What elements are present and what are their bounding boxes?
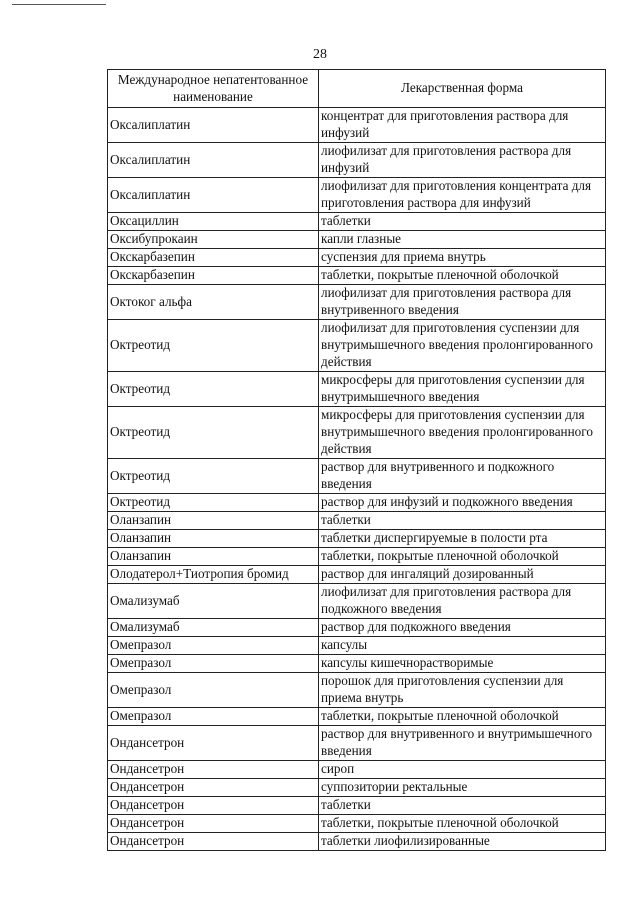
header-inn-name: Международное непатентованное наименование [108,70,319,108]
dosage-form-cell: раствор для внутривенного и подкожного введения [319,459,606,494]
table-row [108,459,606,494]
drug-name-cell: Окскарбазепин [108,267,319,285]
table-row [108,708,606,726]
dosage-form-cell: раствор для внутривенного и внутримышечного введения [319,726,606,761]
dosage-form-cell: таблетки, покрытые пленочной оболочкой [319,815,606,833]
dosage-form-cell: таблетки лиофилизированные [319,833,606,851]
drug-name-cell: Октреотид [108,372,319,407]
top-rule [12,4,106,5]
table-row [108,320,606,372]
table-row [108,726,606,761]
table-row [108,655,606,673]
dosage-form-cell: лиофилизат для приготовления суспензии для внутримышечного введения пролонгированного действия [319,320,606,372]
drug-name-cell: Омализумаб [108,584,319,619]
table-row [108,178,606,213]
table-row [108,833,606,851]
table-row [108,143,606,178]
drug-name-cell: Оланзапин [108,512,319,530]
dosage-form-cell: таблетки [319,213,606,231]
drug-name-cell: Октреотид [108,459,319,494]
drug-name-cell: Оксалиплатин [108,108,319,143]
table-row [108,285,606,320]
dosage-form-cell: капсулы [319,637,606,655]
dosage-form-cell: сироп [319,761,606,779]
drug-name-cell: Окскарбазепин [108,249,319,267]
table-row [108,213,606,231]
drug-name-cell: Октреотид [108,320,319,372]
drug-name-cell: Олодатерол+Тиотропия бромид [108,566,319,584]
table-row [108,231,606,249]
dosage-form-cell: лиофилизат для приготовления раствора для внутривенного введения [319,285,606,320]
drug-name-cell: Оланзапин [108,548,319,566]
drug-name-cell: Омепразол [108,655,319,673]
table-row [108,372,606,407]
table-row [108,761,606,779]
dosage-form-cell: таблетки, покрытые пленочной оболочкой [319,708,606,726]
drug-name-cell: Ондансетрон [108,779,319,797]
dosage-form-cell: микросферы для приготовления суспензии для внутримышечного введения [319,372,606,407]
table-header-row [108,70,606,108]
table-row [108,530,606,548]
page-number: 28 [313,47,327,62]
dosage-form-cell: суппозитории ректальные [319,779,606,797]
drug-forms-table [107,69,606,851]
dosage-form-cell: капсулы кишечнорастворимые [319,655,606,673]
table-row [108,779,606,797]
dosage-form-cell: порошок для приготовления суспензии для приема внутрь [319,673,606,708]
dosage-form-cell: раствор для инфузий и подкожного введения [319,494,606,512]
drug-name-cell: Ондансетрон [108,797,319,815]
table-row [108,815,606,833]
dosage-form-cell: суспензия для приема внутрь [319,249,606,267]
dosage-form-cell: таблетки, покрытые пленочной оболочкой [319,267,606,285]
dosage-form-cell: раствор для ингаляций дозированный [319,566,606,584]
dosage-form-cell: таблетки диспергируемые в полости рта [319,530,606,548]
table-row [108,673,606,708]
drug-name-cell: Октоког альфа [108,285,319,320]
header-dosage-form: Лекарственная форма [319,70,606,108]
table-row [108,548,606,566]
table-row [108,249,606,267]
drug-name-cell: Ондансетрон [108,815,319,833]
dosage-form-cell: таблетки [319,512,606,530]
table-row [108,407,606,459]
table-row [108,566,606,584]
table-row [108,797,606,815]
drug-name-cell: Омепразол [108,708,319,726]
drug-name-cell: Оксалиплатин [108,143,319,178]
table-row [108,494,606,512]
table-row [108,637,606,655]
dosage-form-cell: лиофилизат для приготовления концентрата для приготовления раствора для инфузий [319,178,606,213]
table-row [108,108,606,143]
table-row [108,619,606,637]
drug-name-cell: Омепразол [108,673,319,708]
dosage-form-cell: микросферы для приготовления суспензии для внутримышечного введения пролонгированного действия [319,407,606,459]
drug-name-cell: Октреотид [108,407,319,459]
dosage-form-cell: концентрат для приготовления раствора для инфузий [319,108,606,143]
drug-name-cell: Ондансетрон [108,726,319,761]
dosage-form-cell: лиофилизат для приготовления раствора для инфузий [319,143,606,178]
table-row [108,584,606,619]
drug-name-cell: Омализумаб [108,619,319,637]
drug-name-cell: Оксациллин [108,213,319,231]
drug-name-cell: Ондансетрон [108,761,319,779]
dosage-form-cell: таблетки, покрытые пленочной оболочкой [319,548,606,566]
dosage-form-cell: таблетки [319,797,606,815]
drug-name-cell: Октреотид [108,494,319,512]
drug-name-cell: Оксалиплатин [108,178,319,213]
dosage-form-cell: капли глазные [319,231,606,249]
drug-name-cell: Ондансетрон [108,833,319,851]
drug-name-cell: Омепразол [108,637,319,655]
dosage-form-cell: раствор для подкожного введения [319,619,606,637]
table-row [108,512,606,530]
drug-name-cell: Оксибупрокаин [108,231,319,249]
dosage-form-cell: лиофилизат для приготовления раствора для подкожного введения [319,584,606,619]
drug-name-cell: Оланзапин [108,530,319,548]
table-row [108,267,606,285]
